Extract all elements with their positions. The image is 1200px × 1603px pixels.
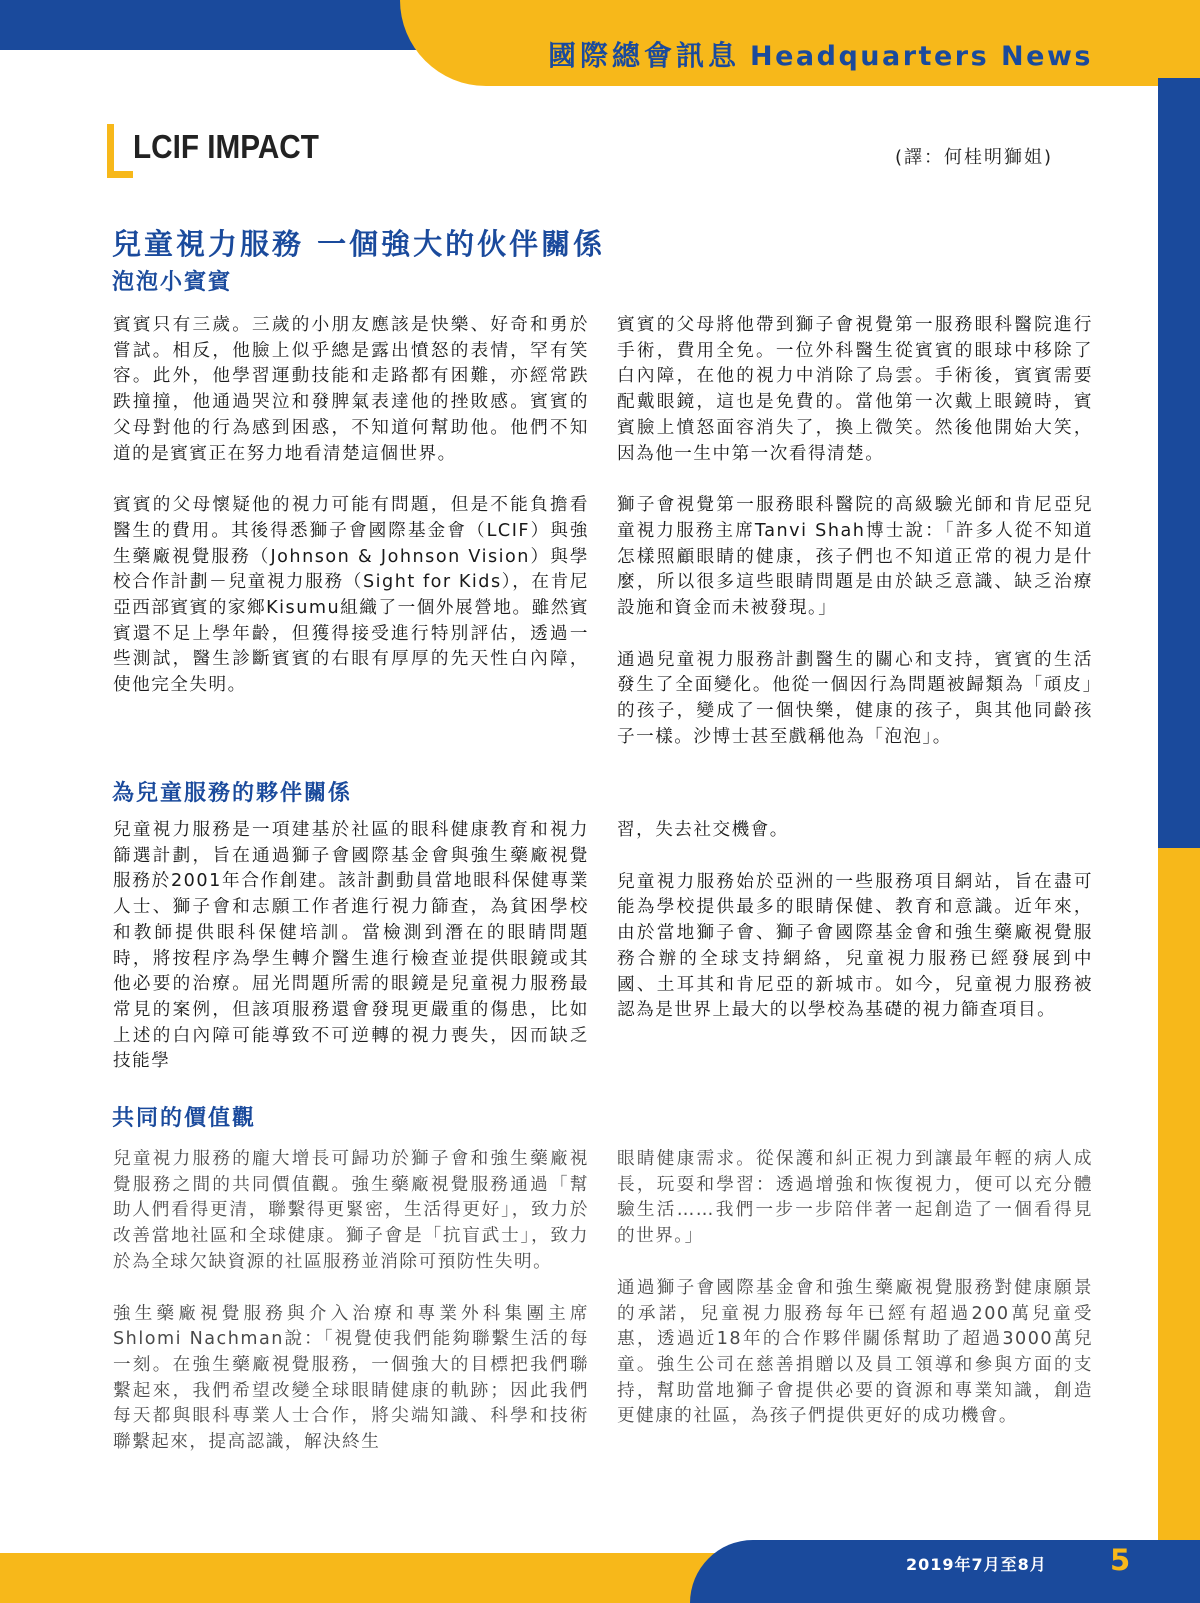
header-title-zh: 國際總會訊息	[548, 39, 741, 72]
right-yellow-band	[1158, 848, 1200, 1553]
paragraph: 眼睛健康需求。從保護和糾正視力到讓最年輕的病人成長，玩耍和學習：透過增強和恢復視力，便可以充分體驗生活……我們一步一步陪伴著一起創造了一個看得見的世界。」	[617, 1149, 1093, 1247]
translator-credit: (譯：何桂明獅姐)	[895, 147, 1054, 168]
section-heading-shared-values: 共同的價值觀	[112, 1106, 257, 1131]
paragraph: 兒童視力服務的龐大增長可歸功於獅子會和強生藥廠視覺服務之間的共同價值觀。強生藥廠視覺服務通過「幫助人們看得更清，聯繫得更緊密，生活得更好」，致力於改善當地社區和全球健康。獅子會是「抗盲武士」，致力於為全球欠缺資源的社區服務並消除可預防性失明。	[113, 1149, 589, 1272]
section2-left-column	[113, 818, 589, 1101]
header-blue-band	[0, 0, 450, 50]
page-number: 5	[1110, 1543, 1131, 1577]
paragraph: 賓賓的父母懷疑他的視力可能有問題，但是不能負擔看醫生的費用。其後得悉獅子會國際基金會（LCIF）與強生藥廠視覺服務（Johnson & Johnson Vision）與學校合作計劃－兒童視力服務（Sight for Kids），在肯尼亞西部賓賓的家鄉Kisumu組織了一個外展營地。雖然賓賓還不足上學年齡，但獲得接受進行特別評估，透過一些測試，醫生診斷賓賓的右眼有厚厚的先天性白內障，使他完全失明。	[113, 495, 589, 696]
paragraph: 賓賓只有三歲。三歲的小朋友應該是快樂、好奇和勇於嘗試。相反，他臉上似乎總是露出憤怒的表情，罕有笑容。此外，他學習運動技能和走路都有困難，亦經常跌跌撞撞，他通過哭泣和發脾氣表達他的挫敗感。賓賓的父母對他的行為感到困惑，不知道何幫助他。他們不知道的是賓賓正在努力地看清楚這個世界。	[113, 315, 589, 464]
section-label: LCIF IMPACT	[133, 128, 319, 165]
paragraph: 賓賓的父母將他帶到獅子會視覺第一服務眼科醫院進行手術，費用全免。一位外科醫生從賓賓的眼球中移除了白內障，在他的視力中消除了烏雲。手術後，賓賓需要配戴眼鏡，這也是免費的。當他第一次戴上眼鏡時，賓賓臉上憤怒面容消失了，換上微笑。然後他開始大笑，因為他一生中第一次看得清楚。	[617, 315, 1093, 464]
paragraph: 兒童視力服務始於亞洲的一些服務項目網站，旨在盡可能為學校提供最多的眼睛保健、教育和意識。近年來，由於當地獅子會、獅子會國際基金會和強生藥廠視覺服務合辦的全球支持網絡，兒童視力服務已經發展到中國、土耳其和肯尼亞的新城市。如今，兒童視力服務被認為是世界上最大的以學校為基礎的視力篩查項目。	[617, 871, 1093, 1021]
footer-yellow-band	[0, 1553, 720, 1603]
issue-date: 2019年7月至8月	[906, 1555, 1047, 1574]
paragraph: 獅子會視覺第一服務眼科醫院的高級驗光師和肯尼亞兒童視力服務主席Tanvi Shah博士說：「許多人從不知道怎樣照顧眼睛的健康，孩子們也不知道正常的視力是什麼，所以很多這些眼睛問題是由於缺乏意識、缺乏治療設施和資金而未被發現。」	[617, 495, 1093, 619]
section-heading-partnership: 為兒童服務的夥伴關係	[112, 781, 353, 806]
paragraph: 強生藥廠視覺服務與介入治療和專業外科集團主席Shlomi Nachman說：「視覺使我們能夠聯繫生活的每一刻。在強生藥廠視覺服務，一個強大的目標把我們聯繫起來，我們希望改變全球眼睛健康的軌跡；因此我們每天都與眼科專業人士合作，將尖端知識、科學和技術聯繫起來，提高認識，解決終生	[113, 1303, 589, 1453]
section1-left-column	[113, 313, 589, 725]
section3-left-column	[113, 1147, 589, 1482]
paragraph: 通過獅子會國際基金會和強生藥廠視覺服務對健康願景的承諾，兒童視力服務每年已經有超過200萬兒童受惠，透過近18年的合作夥伴關係幫助了超過3000萬兒童。強生公司在慈善捐贈以及員工領導和參與方面的支持，幫助當地獅子會提供必要的資源和專業知識，創造更健康的社區，為孩子們提供更好的成功機會。	[617, 1277, 1093, 1427]
header-title-en: Headquarters News	[750, 41, 1093, 72]
paragraph: 通過兒童視力服務計劃醫生的關心和支持，賓賓的生活發生了全面變化。他從一個因行為問題被歸類為「頑皮」的孩子，變成了一個快樂，健康的孩子，與其他同齡孩子一樣。沙博士甚至戲稱他為「泡泡」。	[617, 649, 1093, 747]
section-heading-bubble: 泡泡小賓賓	[112, 270, 233, 295]
article-title: 兒童視力服務 一個強大的伙伴關係	[112, 227, 606, 261]
section1-right-column	[617, 313, 1093, 777]
section2-right-column	[617, 818, 1093, 1050]
paragraph: 習，失去社交機會。	[617, 820, 789, 840]
section-corner-mark	[107, 124, 133, 178]
right-blue-band	[1158, 78, 1200, 848]
paragraph: 兒童視力服務是一項建基於社區的眼科健康教育和視力篩選計劃，旨在通過獅子會國際基金會與強生藥廠視覺服務於2001年合作創建。該計劃動員當地眼科保健專業人士、獅子會和志願工作者進行視力篩查，為貧困學校和教師提供眼科保健培訓。當檢測到潛在的眼睛問題時，將按程序為學生轉介醫生進行檢查並提供眼鏡或其他必要的治療。屈光問題所需的眼鏡是兒童視力服務最常見的案例，但該項服務還會發現更嚴重的傷患，比如上述的白內障可能導致不可逆轉的視力喪失，因而缺乏技能學	[113, 820, 589, 1072]
header-title	[548, 34, 1128, 74]
section3-right-column	[617, 1147, 1093, 1456]
